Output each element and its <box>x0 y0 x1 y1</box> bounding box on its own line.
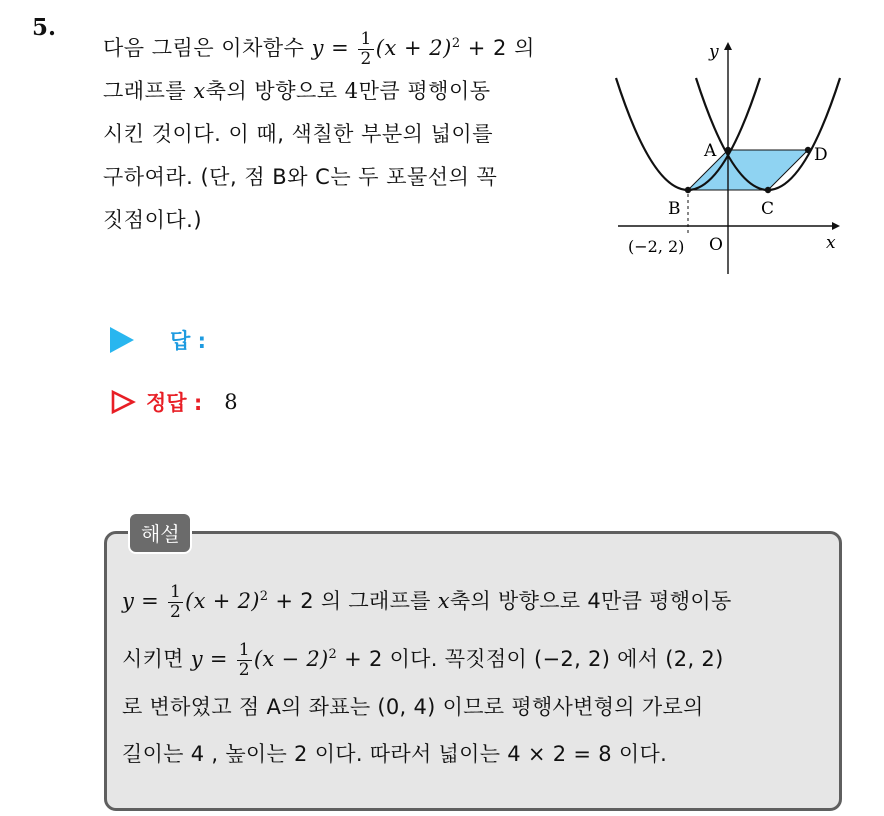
q-eq-y: y <box>311 36 324 60</box>
q-frac-den: 2 <box>360 48 372 69</box>
e2-pre: 시키면 <box>122 647 191 671</box>
question-line-5: 짓점이다.) <box>103 208 203 232</box>
q-line1-pre: 다음 그림은 이차함수 <box>103 36 312 60</box>
correct-answer-value: 8 <box>224 390 238 414</box>
e1-body: (x + 2) <box>185 589 260 613</box>
question-line-2 <box>103 70 583 113</box>
play-triangle-icon <box>110 327 134 353</box>
point-b-label: B <box>668 199 681 219</box>
q-eq-equals: = <box>323 36 357 60</box>
answer-row <box>110 325 206 355</box>
correct-answer-row <box>110 387 238 417</box>
explanation-text <box>122 568 830 778</box>
q-line2-x: x <box>193 79 206 103</box>
q-frac-num: 1 <box>360 28 372 49</box>
question-text <box>103 22 583 242</box>
correct-answer-label: 정답 : <box>146 391 203 415</box>
question-line-1 <box>103 22 583 70</box>
e1-exponent: 2 <box>259 589 269 604</box>
e2-exponent: 2 <box>328 647 338 662</box>
point-c-label: C <box>761 199 775 219</box>
e2-fraction <box>237 641 252 680</box>
y-axis-arrow-icon <box>724 42 732 50</box>
point-b-dot <box>685 187 691 193</box>
e1-eq: = <box>134 589 167 613</box>
e1-end: 축의 방향으로 4만큼 평행이동 <box>449 589 732 613</box>
question-line-4: 구하여라. (단, 점 B와 C는 두 포물선의 꼭 <box>103 165 498 189</box>
x-axis-arrow-icon <box>832 222 840 230</box>
q-eq-exponent: 2 <box>451 36 461 51</box>
origin-label: O <box>709 235 723 255</box>
question-number: 5. <box>32 14 57 41</box>
q-eq-body: (x + 2) <box>375 36 452 60</box>
explanation-tag: 해설 <box>128 512 192 554</box>
q-line2-post: 축의 방향으로 <box>205 79 345 103</box>
explanation-line-2 <box>122 626 830 684</box>
e2-body: (x − 2) <box>253 647 329 671</box>
e1-y: y <box>122 589 135 613</box>
point-d-dot <box>805 147 811 153</box>
explanation-line-1 <box>122 568 830 626</box>
e1-tail: + 2 의 그래프를 <box>268 589 438 613</box>
q-eq-tail: + 2 의 <box>460 36 535 60</box>
outline-triangle-icon <box>110 389 136 415</box>
q-line2-num: 4 <box>344 79 359 103</box>
question-line-3: 시킨 것이다. 이 때, 색칠한 부분의 넓이를 <box>103 122 493 146</box>
y-axis-label: y <box>709 42 719 62</box>
q-line2-pre: 그래프를 <box>103 79 194 103</box>
e1-frac-den: 2 <box>170 601 182 622</box>
point-a-label: A <box>704 141 717 161</box>
q-fraction <box>358 30 373 69</box>
e2-eq: = <box>202 647 235 671</box>
point-d-label: D <box>814 145 828 165</box>
explanation-line-4: 길이는 4 , 높이는 2 이다. 따라서 넓이는 4 × 2 = 8 이다. <box>122 742 668 766</box>
explanation-line-3: 로 변하였고 점 A의 좌표는 (0, 4) 이므로 평행사변형의 가로의 <box>122 695 704 719</box>
e2-tail: + 2 이다. 꼭짓점이 (−2, 2) 에서 (2, 2) <box>337 647 724 671</box>
q-line2-tail: 만큼 평행이동 <box>358 79 491 103</box>
vertex-coordinate-label: (−2, 2) <box>628 237 685 256</box>
e2-frac-num: 1 <box>238 639 250 660</box>
point-c-dot <box>765 187 771 193</box>
point-a-dot <box>725 147 731 153</box>
x-axis-label: x <box>826 233 836 253</box>
e1-frac-num: 1 <box>170 581 182 602</box>
e1-fraction <box>168 583 183 622</box>
parabola-graph <box>604 30 844 280</box>
answer-label: 답 : <box>170 329 206 353</box>
e2-frac-den: 2 <box>238 659 250 680</box>
e1-x: x <box>437 589 450 613</box>
e2-y: y <box>190 647 203 671</box>
